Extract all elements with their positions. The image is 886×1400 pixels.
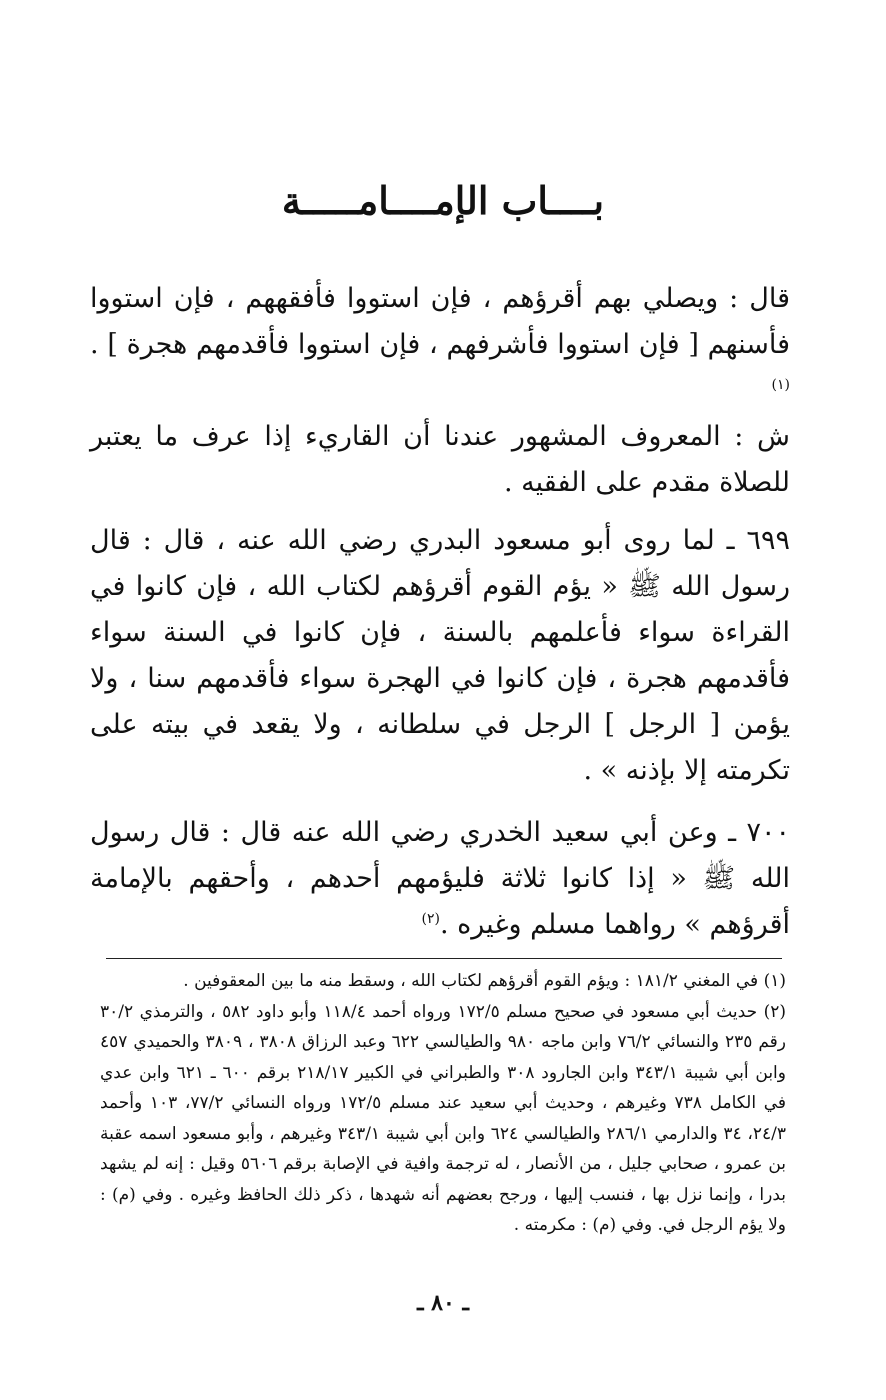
intro-text: قال : ويصلي بهم أقرؤهم ، فإن استووا فأفقههم ، فإن استووا فأسنهم [ فإن استووا فأشرفهم ، فإن استووا فأقدمهم هجرة ] . <box>90 283 790 360</box>
footnotes <box>100 966 786 1241</box>
commentary-text: ش : المعروف المشهور عندنا أن القاريء إذا عرف ما يعتبر للصلاة مقدم على الفقيه . <box>90 421 790 498</box>
commentary-paragraph <box>90 414 790 506</box>
footnote-ref-2: (٢) <box>421 911 440 927</box>
chapter-title: بــــاب الإمــــامـــــة <box>281 178 605 223</box>
hadith-699 <box>90 518 790 794</box>
footnote-ref-1: (١) <box>771 377 790 393</box>
intro-paragraph <box>90 276 790 414</box>
hadith-number: ٧٠٠ ـ <box>728 817 790 848</box>
hadith-700 <box>90 810 790 948</box>
footnote-1: (١) في المغني ١٨١/٢ : ويؤم القوم أقرؤهم لكتاب الله ، وسقط منه ما بين المعقوفين . <box>183 971 786 991</box>
footnote-2: (٢) حديث أبي مسعود في صحيح مسلم ١٧٢/٥ ورواه أحمد ١١٨/٤ وأبو داود ٥٨٢ ، والترمذي ٣٠/٢ رقم ٢٣٥ والنسائي ٧٦/٢ وابن ماجه ٩٨٠ والطيالسي ٦٢٢ وعبد الرزاق ٣٨٠٨ ، ٣٨٠٩ والحميدي ٤٥٧ وابن أبي شيبة ٣٤٣/١ وابن الجارود ٣٠٨ والطبراني في الكبير ٢١٨/١٧ برقم ٦٠٠ ـ ٦٢١ وابن عدي في الكامل ٧٣٨ وغيرهم ، وحديث أبي سعيد عند مسلم ١٧٢/٥ ورواه النسائي ٧٧/٢، ١٠٣ وأحمد ٢٤/٣، ٣٤ والدارمي ٢٨٦/١ والطيالسي ٦٢٤ وابن أبي شيبة ٣٤٣/١ وغيرهم ، وأبو مسعود اسمه عقبة بن عمرو ، صحابي جليل ، من الأنصار ، له ترجمة وافية في الإصابة برقم ٥٦٠٦ وقيل : إنه لم يشهد بدرا ، وإنما نزل بها ، فنسب إليها ، ورجح بعضهم أنه شهدها ، ذكر ذلك الحافظ وغيره . وفي (م) : ولا يؤم الرجل في. وفي (م) : مكرمته . <box>100 1001 787 1235</box>
page-number: ـ ٨٠ ـ <box>417 1290 469 1316</box>
footnote-divider <box>106 958 782 959</box>
hadith-number: ٦٩٩ ـ <box>726 525 790 556</box>
hadith-text: وعن أبي سعيد الخدري رضي الله عنه قال : قال رسول الله ﷺ « إذا كانوا ثلاثة فليؤمهم أحدهم ، وأحقهم بالإمامة أقرؤهم » رواهما مسلم وغيره . <box>90 817 790 940</box>
hadith-text: لما روى أبو مسعود البدري رضي الله عنه ، قال : قال رسول الله ﷺ « يؤم القوم أقرؤهم لكتاب الله ، فإن كانوا في القراءة سواء فأعلمهم بالسنة ، فإن كانوا في السنة سواء فأقدمهم هجرة ، فإن كانوا في الهجرة سواء فأقدمهم سنا ، ولا يؤمن [ الرجل ] الرجل في سلطانه ، ولا يقعد في بيته على تكرمته إلا بإذنه » . <box>90 525 790 786</box>
